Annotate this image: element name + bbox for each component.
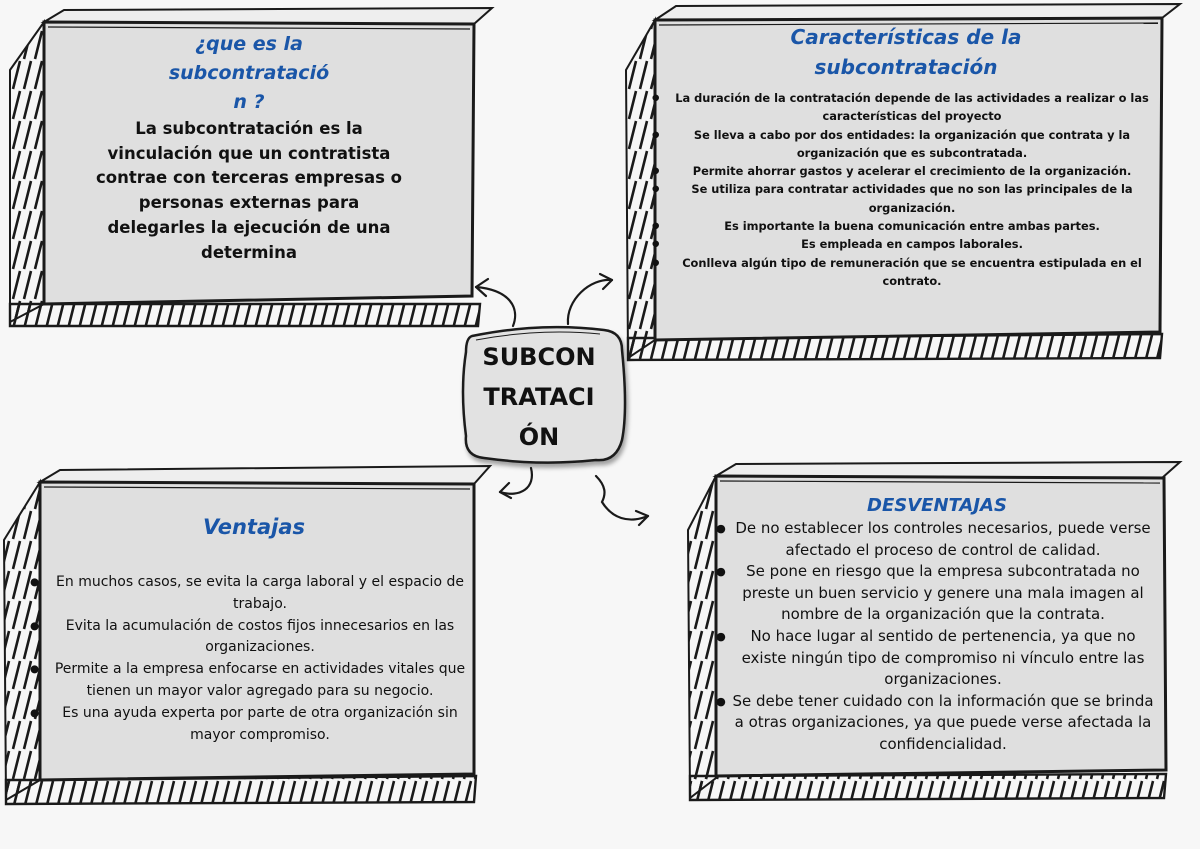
ventajas-list xyxy=(30,572,478,746)
box-que-es xyxy=(88,30,410,265)
caracteristicas-list xyxy=(652,89,1160,290)
que-es-title-line: n ? xyxy=(233,91,265,113)
list-item: ● No hace lugar al sentido de pertenencia, ya que no existe ningún tipo de compromiso ni vínculo entre las organizaciones. xyxy=(716,626,1158,691)
center-label-line: TRATACI xyxy=(483,383,595,411)
desventajas-list xyxy=(716,518,1158,756)
que-es-title xyxy=(88,30,410,117)
ventajas-title: Ventajas xyxy=(203,515,305,539)
list-item: ● En muchos casos, se evita la carga laboral y el espacio de trabajo. xyxy=(30,572,478,616)
desventajas-title: DESVENTAJAS xyxy=(867,495,1007,516)
list-item: ● Se pone en riesgo que la empresa subcontratada no preste un buen servicio y genere una mala imagen al nombre de la organización que la contrata. xyxy=(716,561,1158,626)
list-item: ● Permite a la empresa enfocarse en actividades vitales que tienen un mayor valor agregado para su negocio. xyxy=(30,659,478,703)
list-item: ● De no establecer los controles necesarios, puede verse afectado el proceso de control de calidad. xyxy=(716,518,1158,561)
caracteristicas-title-line: subcontratación xyxy=(814,55,998,79)
list-item: ● Es empleada en campos laborales. xyxy=(652,235,1160,253)
caracteristicas-title-line: Características de la xyxy=(790,25,1022,49)
list-item: ● Es importante la buena comunicación entre ambas partes. xyxy=(652,217,1160,235)
list-item: ● Se debe tener cuidado con la información que se brinda a otras organizaciones, ya que puede verse afectada la confidencialidad. xyxy=(716,691,1158,756)
list-item: ● Se lleva a cabo por dos entidades: la organización que contrata y la organización que es subcontratada. xyxy=(652,126,1160,163)
caracteristicas-title xyxy=(652,22,1160,82)
list-item: ● Conlleva algún tipo de remuneración que se encuentra estipulada en el contrato. xyxy=(652,254,1160,291)
list-item: ● Permite ahorrar gastos y acelerar el crecimiento de la organización. xyxy=(652,162,1160,180)
box-caracteristicas xyxy=(652,22,1160,290)
box-ventajas xyxy=(30,510,478,746)
que-es-title-line: subcontratació xyxy=(168,62,330,84)
que-es-title-line: ¿que es la xyxy=(195,33,303,55)
list-item: ● Evita la acumulación de costos fijos innecesarios en las organizaciones. xyxy=(30,616,478,660)
center-node-label xyxy=(470,337,608,457)
box-desventajas xyxy=(716,493,1158,756)
que-es-body: La subcontratación es la vinculación que un contratista contrae con terceras empresas o personas externas para delegarles la ejecución de una determina xyxy=(96,119,402,262)
arrow-to-ventajas xyxy=(500,468,532,494)
list-item: ● La duración de la contratación depende de las actividades a realizar o las características del proyecto xyxy=(652,89,1160,126)
center-label-line: ÓN xyxy=(518,423,560,451)
list-item: ● Se utiliza para contratar actividades que no son las principales de la organización. xyxy=(652,180,1160,217)
list-item: ● Es una ayuda experta por parte de otra organización sin mayor compromiso. xyxy=(30,703,478,747)
center-label-line: SUBCON xyxy=(482,343,596,371)
